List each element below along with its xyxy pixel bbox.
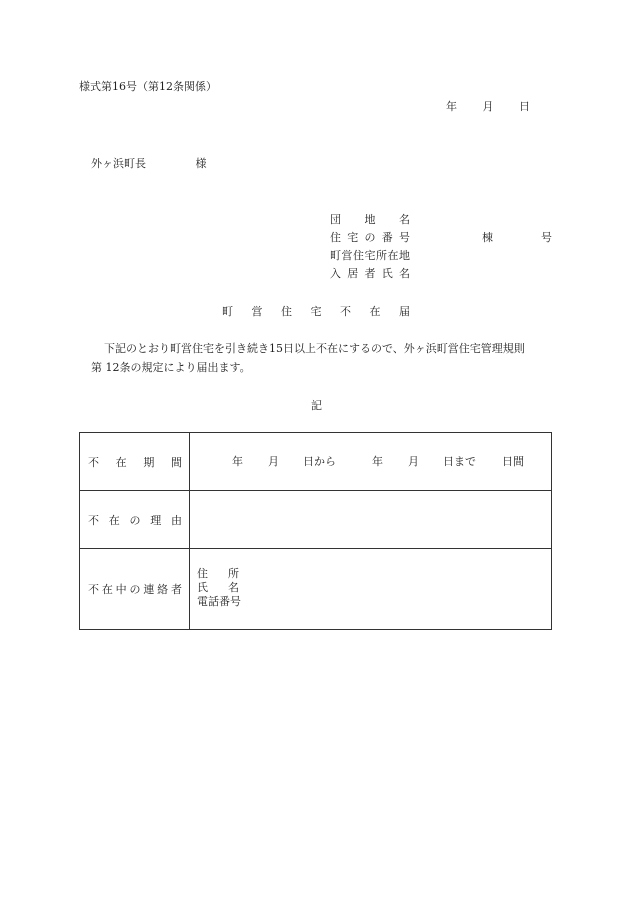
- label-char: 住: [330, 231, 341, 244]
- document-title-text: [222, 305, 410, 319]
- label-char: 不: [88, 513, 99, 527]
- label-char: 在: [108, 513, 120, 527]
- period-to-day: 日まで: [443, 454, 476, 468]
- contact-label-cell: [80, 549, 190, 630]
- document-title: [222, 305, 410, 319]
- date-day-label: 日: [519, 100, 530, 113]
- label-char: 号: [399, 231, 410, 244]
- body-line-2: 第 12条の規定により届出ます。: [91, 361, 251, 374]
- housing-address-label: [330, 249, 410, 263]
- period-from-year: 年: [232, 454, 243, 468]
- label-char: 期: [143, 455, 155, 469]
- label-char: 番: [381, 231, 393, 244]
- label-char: 地: [399, 249, 410, 262]
- label-char: 所: [228, 567, 239, 580]
- building-unit-label: 棟: [482, 231, 493, 244]
- contact-address-label: [197, 567, 239, 581]
- label-char: 間: [170, 455, 182, 469]
- absence-period-value-cell[interactable]: [190, 433, 552, 491]
- label-char: 不: [88, 455, 99, 469]
- label-char: 町: [330, 249, 341, 262]
- label-char: 氏: [197, 581, 208, 594]
- label-char: の: [364, 231, 376, 244]
- label-char: 在: [115, 455, 127, 469]
- contact-name-label: [197, 581, 239, 595]
- label-char: の: [129, 583, 141, 596]
- addressee-name: 外ヶ浜町長: [91, 157, 146, 170]
- label-char: 者: [364, 267, 376, 280]
- record-heading: 記: [311, 399, 322, 412]
- period-from-month: 月: [268, 454, 279, 468]
- reason-label: [88, 512, 182, 528]
- label-char: 宅: [310, 305, 322, 318]
- field-housing-number: [330, 231, 410, 245]
- reason-label-cell: [80, 491, 190, 549]
- body-line-1: 下記のとおり町営住宅を引き続き15日以上不在にするので、外ヶ浜町営住宅管理規則: [104, 342, 525, 355]
- field-housing-address: [330, 249, 410, 263]
- date-line: [446, 100, 530, 114]
- label-char: 由: [171, 513, 182, 527]
- contact-row: [80, 549, 552, 630]
- label-char: 宅: [364, 249, 376, 262]
- date-year-label: 年: [446, 100, 457, 113]
- reason-value-cell[interactable]: [190, 491, 552, 549]
- label-char: 営: [251, 305, 263, 318]
- label-char: 営: [341, 249, 353, 262]
- resident-name-label: [330, 267, 410, 281]
- label-char: 住: [281, 305, 292, 318]
- period-to-year: 年: [372, 454, 383, 468]
- label-char: 住: [353, 249, 364, 262]
- label-char: 在: [101, 583, 113, 596]
- label-char: 団: [330, 213, 341, 226]
- absence-period-label: [88, 454, 182, 470]
- label-char: 不: [88, 583, 99, 596]
- label-char: 名: [399, 267, 410, 280]
- label-char: の: [129, 513, 141, 527]
- housing-area-label: [330, 213, 410, 227]
- addressee-honorific: 様: [195, 157, 207, 170]
- absence-period-row: [80, 433, 552, 491]
- label-char: 不: [340, 305, 351, 318]
- label-char: 入: [330, 267, 341, 280]
- label-char: 住: [197, 567, 208, 580]
- period-days: 日間: [502, 454, 524, 468]
- label-char: 氏: [381, 267, 393, 280]
- field-resident-name: [330, 267, 410, 281]
- label-char: 地: [364, 213, 376, 226]
- label-char: 届: [399, 305, 410, 318]
- label-char: 者: [170, 583, 182, 596]
- label-char: 絡: [157, 583, 169, 596]
- label-char: 理: [150, 513, 162, 527]
- date-month-label: 月: [482, 100, 494, 113]
- contact-label: [88, 581, 182, 597]
- addressee: [91, 157, 207, 171]
- label-char: 中: [115, 583, 127, 596]
- absence-table: [79, 432, 552, 630]
- absence-period-label-cell: [80, 433, 190, 491]
- label-char: 在: [387, 249, 399, 262]
- field-housing-area: [330, 213, 410, 227]
- label-char: 町: [222, 305, 233, 318]
- label-char: 所: [376, 249, 387, 262]
- contact-phone-label: 電話番号: [197, 595, 241, 608]
- number-unit-label: 号: [541, 231, 552, 244]
- reason-row: [80, 491, 552, 549]
- housing-number-label: [330, 231, 410, 245]
- label-char: 宅: [347, 231, 359, 244]
- label-char: 連: [143, 583, 155, 596]
- period-from-day: 日から: [303, 454, 336, 468]
- label-char: 居: [347, 267, 359, 280]
- label-char: 在: [369, 305, 381, 318]
- form-number: 様式第16号（第12条関係）: [79, 80, 217, 93]
- contact-value-cell[interactable]: [190, 549, 552, 630]
- label-char: 名: [399, 213, 410, 226]
- label-char: 名: [228, 581, 239, 594]
- period-to-month: 月: [408, 454, 419, 468]
